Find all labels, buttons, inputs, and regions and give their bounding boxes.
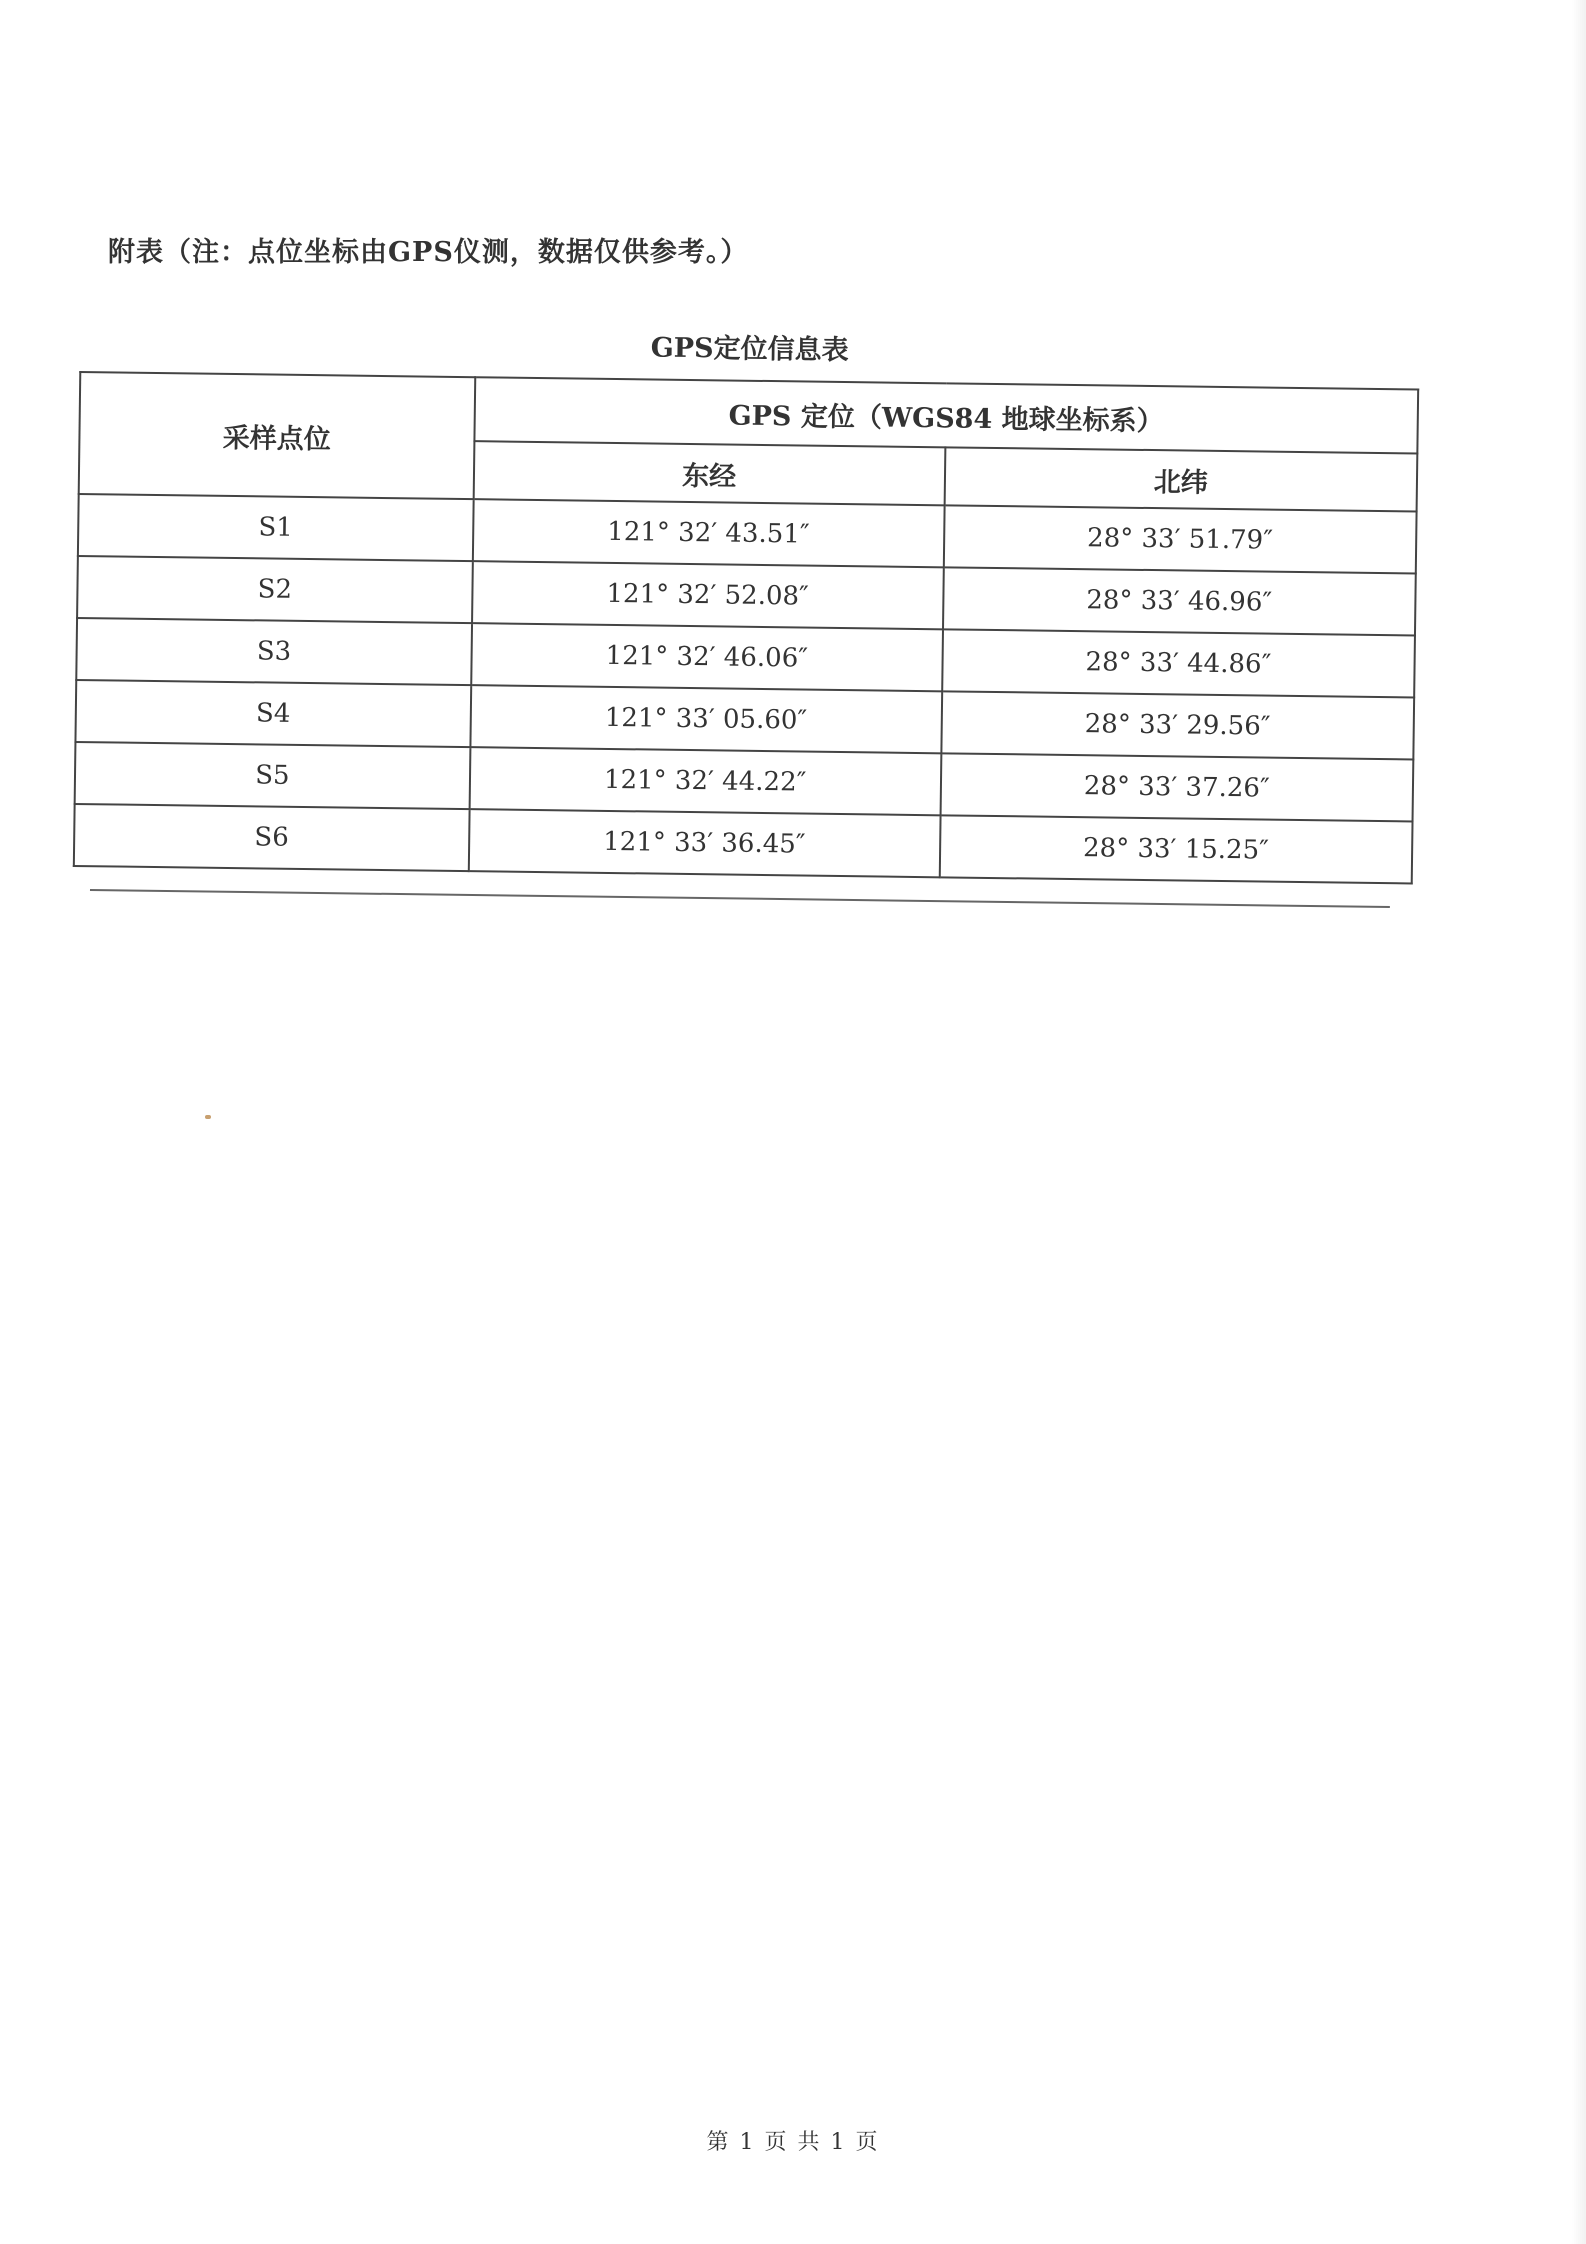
cell-latitude: 28° 33′ 51.79″: [943, 505, 1416, 573]
header-gps-group: GPS 定位（WGS84 地球坐标系）: [474, 377, 1418, 453]
cell-longitude: 121° 32′ 43.51″: [473, 499, 945, 567]
cell-point: S1: [78, 494, 473, 561]
cell-latitude: 28° 33′ 15.25″: [939, 815, 1412, 883]
cell-longitude: 121° 33′ 36.45″: [468, 809, 940, 877]
header-latitude: 北纬: [944, 447, 1417, 511]
cell-longitude: 121° 32′ 52.08″: [472, 561, 944, 629]
cell-latitude: 28° 33′ 46.96″: [943, 567, 1416, 635]
gps-table: [73, 371, 1419, 884]
scan-speck: [205, 1115, 211, 1119]
cell-longitude: 121° 32′ 46.06″: [471, 623, 943, 691]
header-longitude: 东经: [473, 441, 945, 505]
cell-latitude: 28° 33′ 37.26″: [940, 753, 1413, 821]
header-sampling-point: 采样点位: [79, 372, 475, 499]
table-note: 附表（注：点位坐标由GPS仪测，数据仅供参考。）: [108, 237, 749, 268]
cell-longitude: 121° 32′ 44.22″: [469, 747, 941, 815]
cell-point: S4: [75, 680, 470, 747]
gps-table-block: [73, 318, 1420, 884]
table-title: GPS定位信息表: [650, 332, 849, 367]
cell-point: S3: [76, 618, 471, 685]
cell-point: S6: [74, 804, 469, 871]
cell-latitude: 28° 33′ 29.56″: [941, 691, 1414, 759]
cell-longitude: 121° 33′ 05.60″: [470, 685, 942, 753]
page-footer: 第 1 页 共 1 页: [706, 2130, 880, 2155]
table-body: [74, 494, 1417, 883]
bottom-rule-line: [90, 889, 1390, 908]
cell-latitude: 28° 33′ 44.86″: [942, 629, 1415, 697]
cell-point: S5: [75, 742, 470, 809]
cell-point: S2: [77, 556, 472, 623]
page-edge-shadow: [1572, 0, 1586, 2244]
